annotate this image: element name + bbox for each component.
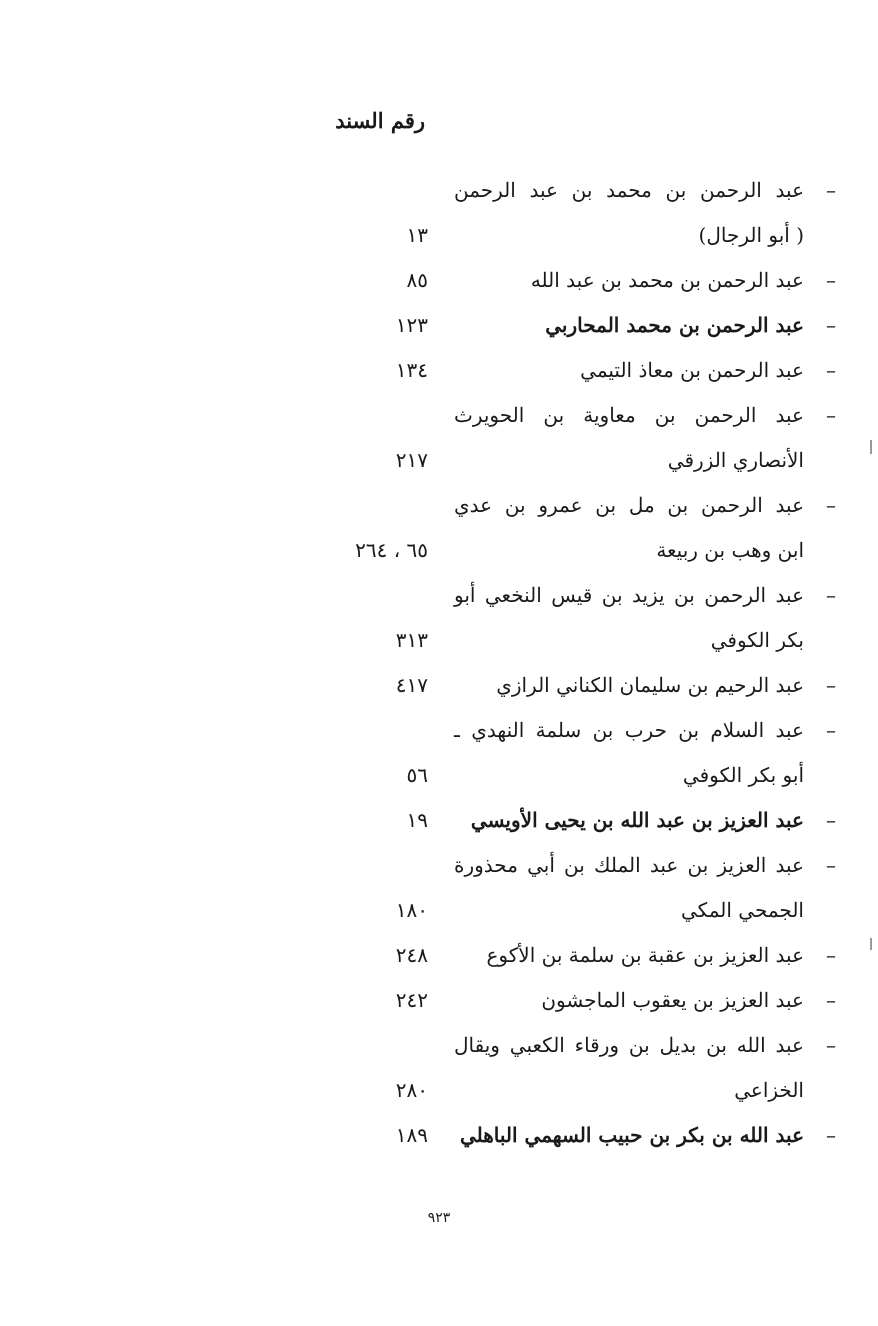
index-entry bbox=[320, 393, 840, 483]
narrator-name: عبد السلام بن حرب بن سلمة النهدي ـ bbox=[454, 718, 804, 742]
entry-line bbox=[320, 663, 840, 708]
entry-line bbox=[320, 1023, 840, 1068]
narrator-index-list bbox=[320, 168, 840, 1158]
index-entry bbox=[320, 843, 840, 933]
narrator-name: عبد الرحمن بن مل بن عمرو بن عدي bbox=[454, 493, 804, 517]
sanad-number: ٢١٧ bbox=[395, 448, 428, 472]
narrator-name: أبو بكر الكوفي bbox=[682, 763, 804, 787]
entry-dash-marker: – bbox=[826, 718, 836, 742]
narrator-name: الخزاعي bbox=[734, 1078, 804, 1102]
entry-line bbox=[320, 213, 840, 258]
entry-line bbox=[320, 258, 840, 303]
index-entry bbox=[320, 168, 840, 258]
entry-dash-marker: – bbox=[826, 403, 836, 427]
entry-line bbox=[320, 1068, 840, 1113]
sanad-number: ١٨٩ bbox=[395, 1123, 428, 1147]
entry-line bbox=[320, 933, 840, 978]
narrator-name: عبد الرحمن بن يزيد بن قيس النخعي أبو bbox=[454, 583, 804, 607]
narrator-name: بكر الكوفي bbox=[710, 628, 804, 652]
index-entry bbox=[320, 303, 840, 348]
narrator-name: عبد العزيز بن عبد الله بن يحيى الأويسي bbox=[470, 808, 804, 832]
entry-line bbox=[320, 528, 840, 573]
entry-line bbox=[320, 438, 840, 483]
entry-dash-marker: – bbox=[826, 313, 836, 337]
narrator-name: عبد العزيز بن يعقوب الماجشون bbox=[541, 988, 804, 1012]
entry-dash-marker: – bbox=[826, 358, 836, 382]
narrator-name: عبد الله بن بكر بن حبيب السهمي الباهلي bbox=[459, 1123, 804, 1147]
index-entry bbox=[320, 798, 840, 843]
scan-margin-mark bbox=[870, 440, 872, 454]
entry-dash-marker: – bbox=[826, 268, 836, 292]
entry-line bbox=[320, 978, 840, 1023]
index-entry bbox=[320, 1023, 840, 1113]
entry-dash-marker: – bbox=[826, 1123, 836, 1147]
narrator-name: ابن وهب بن ربيعة bbox=[656, 538, 804, 562]
sanad-number: ١٨٠ bbox=[395, 898, 428, 922]
narrator-name: عبد الرحمن بن محمد المحاربي bbox=[545, 313, 804, 337]
entry-dash-marker: – bbox=[826, 943, 836, 967]
index-entry bbox=[320, 708, 840, 798]
entry-line bbox=[320, 708, 840, 753]
narrator-name: عبد الرحيم بن سليمان الكناني الرازي bbox=[496, 673, 804, 697]
entry-line bbox=[320, 798, 840, 843]
sanad-number: ٨٥ bbox=[406, 268, 428, 292]
narrator-name: عبد الرحمن بن محمد بن عبد الله bbox=[530, 268, 804, 292]
entry-line bbox=[320, 573, 840, 618]
narrator-name: ( أبو الرجال) bbox=[698, 223, 804, 247]
sanad-number: ٦٥ ، ٢٦٤ bbox=[355, 538, 428, 562]
sanad-number: ١٢٣ bbox=[395, 313, 428, 337]
column-header-sanad-number: رقم السند bbox=[335, 108, 425, 133]
entry-dash-marker: – bbox=[826, 853, 836, 877]
entry-dash-marker: – bbox=[826, 178, 836, 202]
entry-dash-marker: – bbox=[826, 673, 836, 697]
sanad-number: ٢٨٠ bbox=[395, 1078, 428, 1102]
entry-line bbox=[320, 888, 840, 933]
narrator-name: عبد الرحمن بن معاوية بن الحويرث bbox=[454, 403, 804, 427]
sanad-number: ٥٦ bbox=[406, 763, 428, 787]
entry-dash-marker: – bbox=[826, 988, 836, 1012]
entry-line bbox=[320, 348, 840, 393]
narrator-name: عبد الرحمن بن معاذ التيمي bbox=[580, 358, 804, 382]
index-entry bbox=[320, 348, 840, 393]
narrator-name: عبد الله بن بديل بن ورقاء الكعبي ويقال bbox=[454, 1033, 804, 1057]
sanad-number: ١٩ bbox=[406, 808, 428, 832]
entry-line bbox=[320, 168, 840, 213]
sanad-number: ٣١٣ bbox=[395, 628, 428, 652]
narrator-name: عبد الرحمن بن محمد بن عبد الرحمن bbox=[454, 178, 804, 202]
index-entry bbox=[320, 978, 840, 1023]
entry-line bbox=[320, 1113, 840, 1158]
entry-dash-marker: – bbox=[826, 493, 836, 517]
narrator-name: الجمحي المكي bbox=[681, 898, 804, 922]
entry-line bbox=[320, 393, 840, 438]
entry-dash-marker: – bbox=[826, 583, 836, 607]
index-entry bbox=[320, 663, 840, 708]
sanad-number: ١٣ bbox=[406, 223, 428, 247]
narrator-name: عبد العزيز بن عقبة بن سلمة بن الأكوع bbox=[486, 943, 804, 967]
sanad-number: ١٣٤ bbox=[395, 358, 428, 382]
page-number: ٩٢٣ bbox=[427, 1210, 451, 1226]
index-entry bbox=[320, 1113, 840, 1158]
entry-dash-marker: – bbox=[826, 1033, 836, 1057]
sanad-number: ٢٤٢ bbox=[395, 988, 428, 1012]
index-entry bbox=[320, 258, 840, 303]
narrator-name: الأنصاري الزرقي bbox=[667, 448, 804, 472]
entry-line bbox=[320, 843, 840, 888]
entry-line bbox=[320, 303, 840, 348]
scan-margin-mark bbox=[870, 938, 872, 950]
index-entry bbox=[320, 483, 840, 573]
sanad-number: ٤١٧ bbox=[395, 673, 428, 697]
index-entry bbox=[320, 933, 840, 978]
sanad-number: ٢٤٨ bbox=[395, 943, 428, 967]
entry-line bbox=[320, 753, 840, 798]
narrator-name: عبد العزيز بن عبد الملك بن أبي محذورة bbox=[454, 853, 804, 877]
entry-dash-marker: – bbox=[826, 808, 836, 832]
index-entry bbox=[320, 573, 840, 663]
entry-line bbox=[320, 618, 840, 663]
entry-line bbox=[320, 483, 840, 528]
